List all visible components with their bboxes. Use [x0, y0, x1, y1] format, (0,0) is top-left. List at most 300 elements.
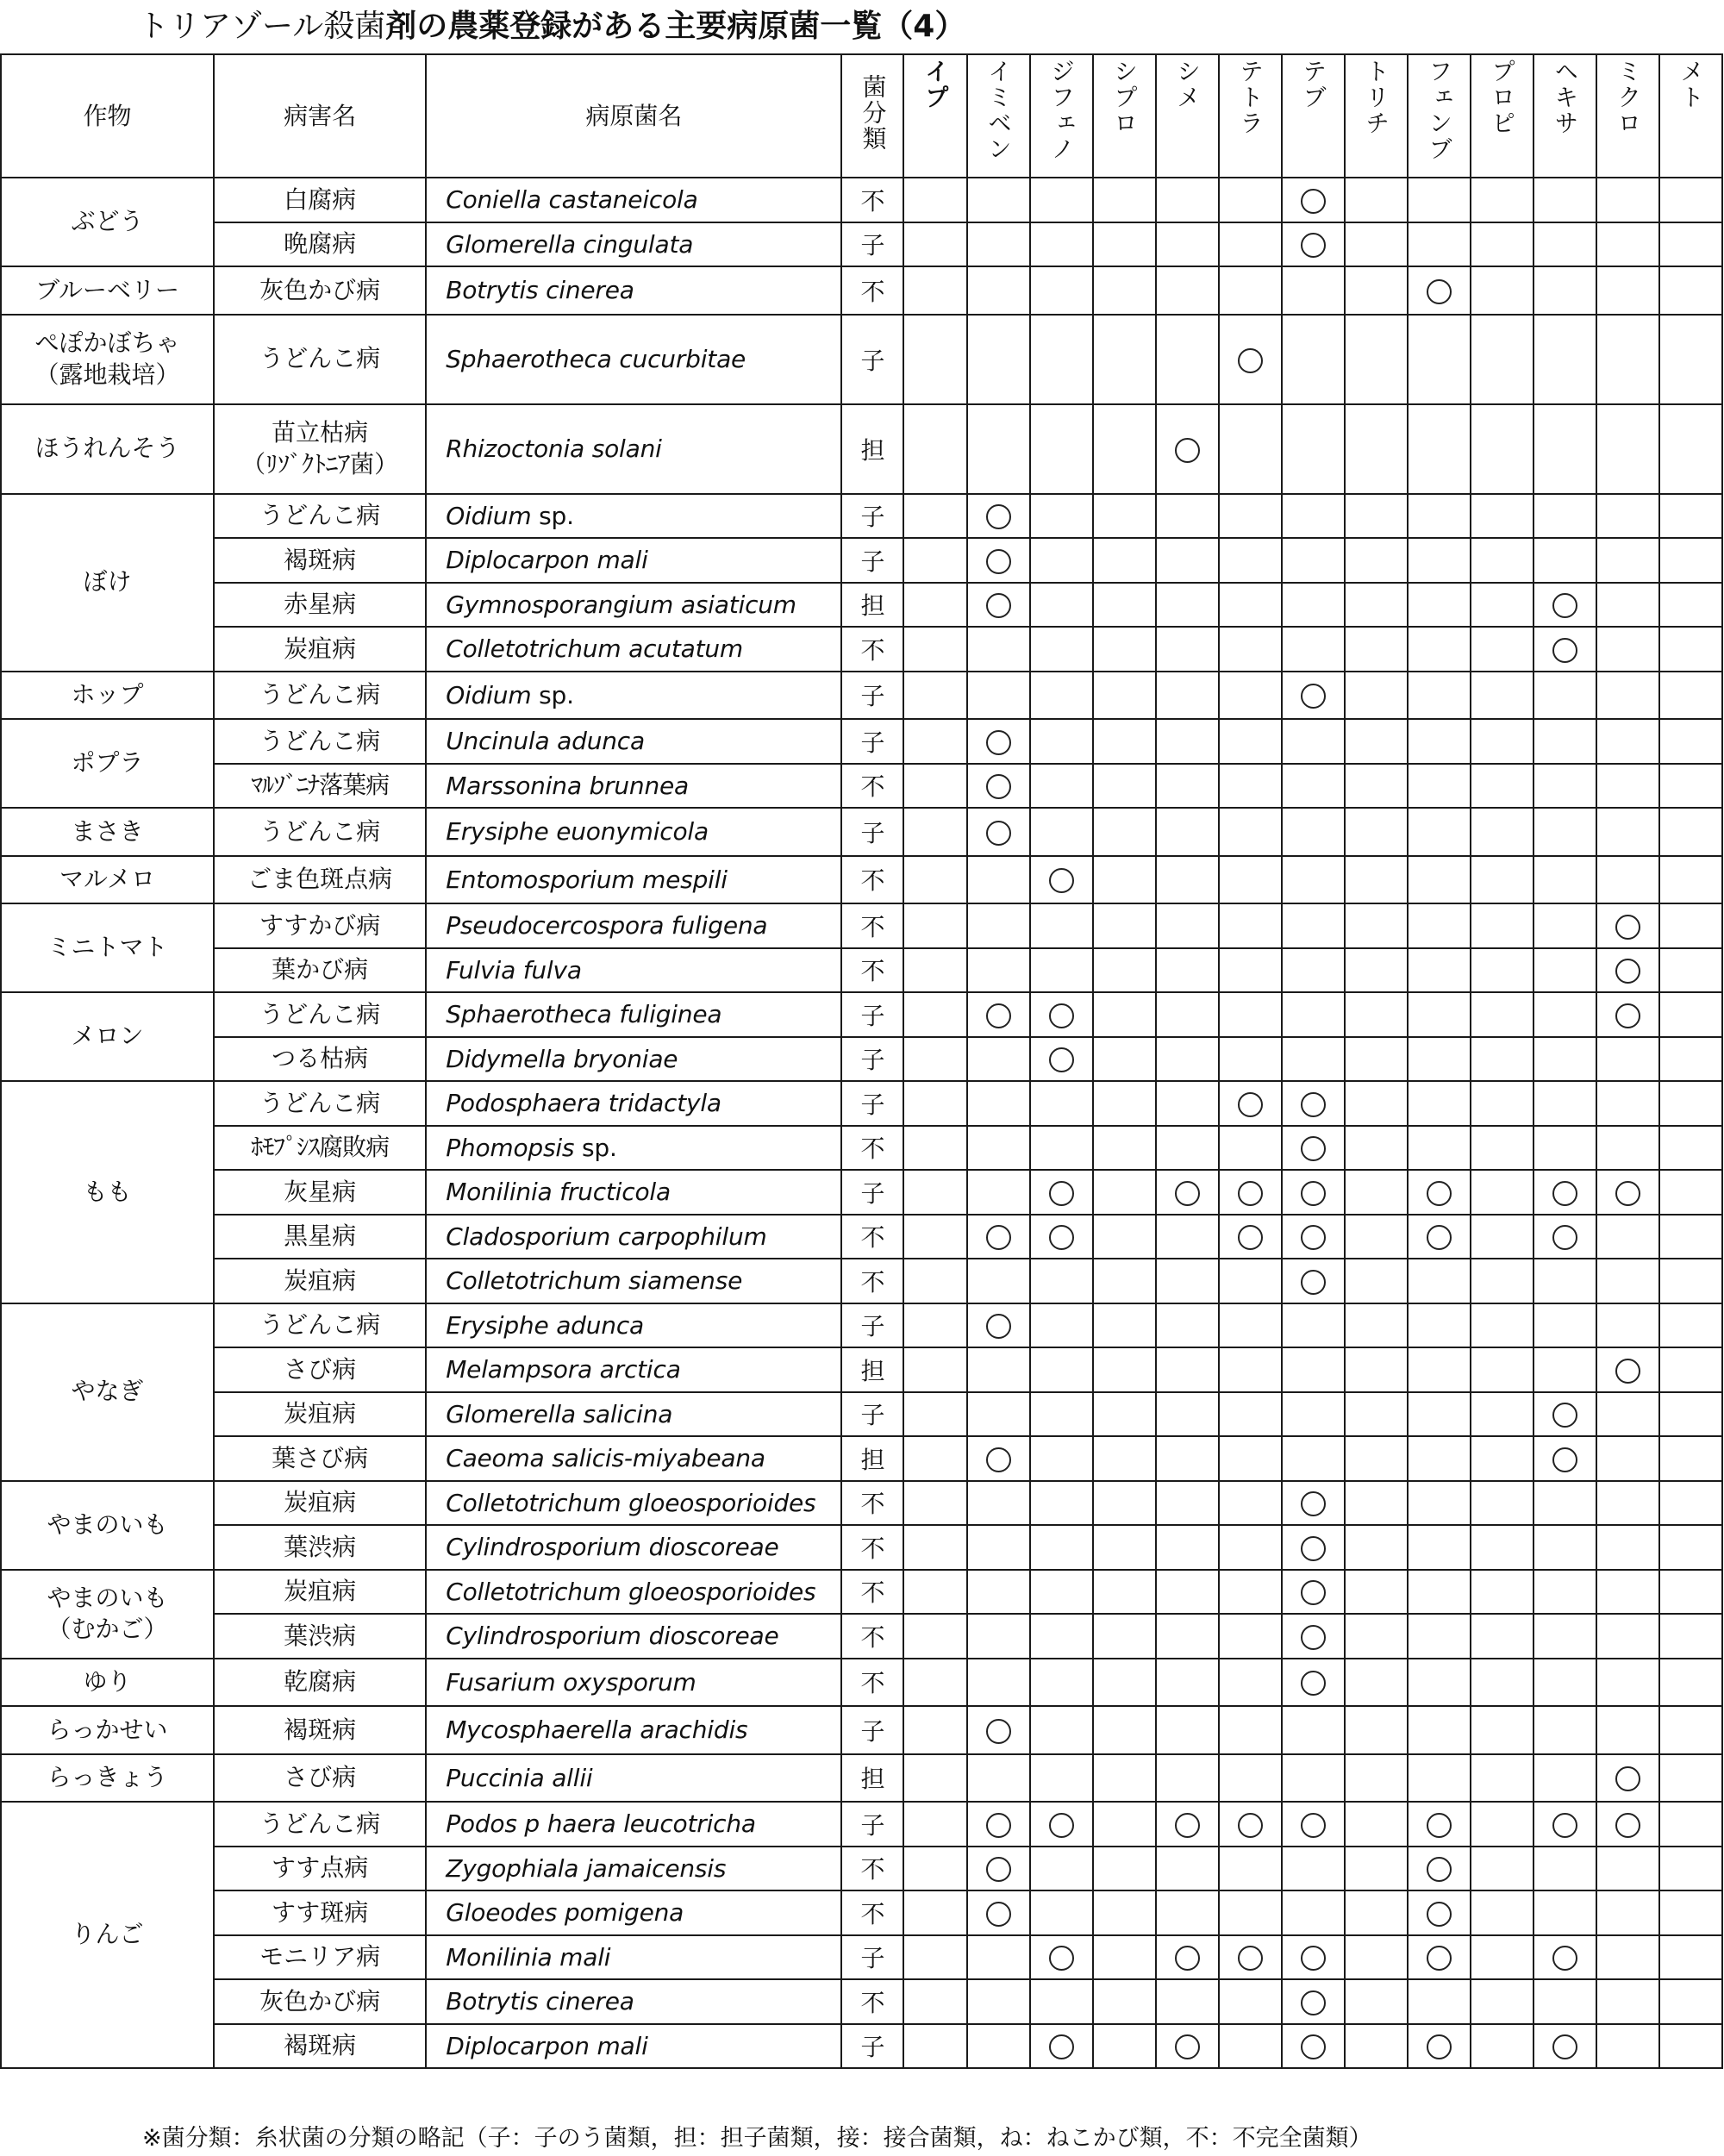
registered-mark	[1049, 2034, 1074, 2059]
registration-cell	[1030, 672, 1093, 720]
registered-mark	[986, 1902, 1011, 1927]
pathogen-name: Diplocarpon mali	[426, 2024, 841, 2069]
registration-cell	[1030, 1525, 1093, 1570]
registration-cell	[1093, 1890, 1156, 1935]
registration-cell	[1030, 719, 1093, 764]
registered-mark	[986, 504, 1011, 529]
fungus-class: 子	[841, 2024, 903, 2069]
header-fungicide: イミベン	[967, 54, 1030, 178]
table-row	[1, 1303, 1722, 1348]
fungus-class: 不	[841, 1614, 903, 1659]
registration-cell	[1659, 1706, 1722, 1754]
fungus-class: 子	[841, 1081, 903, 1126]
registration-cell	[1596, 764, 1659, 809]
pathogen-name: Monilinia mali	[426, 1935, 841, 1980]
registration-cell	[1408, 2024, 1471, 2069]
crop-name: ぼけ	[1, 494, 214, 672]
registered-mark	[1552, 1813, 1577, 1838]
registered-mark	[1301, 1491, 1326, 1516]
registration-cell	[1659, 1847, 1722, 1891]
registration-cell	[1282, 1754, 1345, 1803]
table-row	[1, 1436, 1722, 1481]
registration-cell	[1596, 222, 1659, 267]
registration-cell	[967, 719, 1030, 764]
registration-cell	[1345, 538, 1408, 583]
registration-cell	[1659, 1979, 1722, 2024]
registration-cell	[1533, 808, 1596, 856]
registration-cell	[1408, 1754, 1471, 1803]
registration-cell	[1156, 627, 1219, 672]
pathogen-name: Gloeodes pomigena	[426, 1890, 841, 1935]
registration-cell	[1345, 1303, 1408, 1348]
registration-cell	[1533, 1436, 1596, 1481]
header-fungicide: トリチ	[1345, 54, 1408, 178]
registration-cell	[967, 1979, 1030, 2024]
registration-cell	[1471, 1979, 1533, 2024]
registration-cell	[967, 1802, 1030, 1847]
registration-cell	[1030, 1126, 1093, 1171]
registration-cell	[903, 583, 966, 628]
disease-name: 炭疽病	[214, 1392, 426, 1437]
registration-cell	[1471, 672, 1533, 720]
registration-cell	[1471, 1126, 1533, 1171]
registration-cell	[1282, 1659, 1345, 1707]
registration-cell	[1471, 178, 1533, 222]
registration-cell	[1030, 538, 1093, 583]
registration-cell	[1219, 1802, 1282, 1847]
registration-cell	[1282, 266, 1345, 315]
registration-cell	[1282, 178, 1345, 222]
registered-mark	[1301, 1181, 1326, 1206]
crop-name: ゆり	[1, 1659, 214, 1707]
registration-cell	[1156, 1570, 1219, 1615]
registration-cell	[967, 1481, 1030, 1526]
registration-cell	[1345, 1081, 1408, 1126]
registration-cell	[1219, 583, 1282, 628]
registered-mark	[1049, 1047, 1074, 1072]
registration-cell	[1408, 1037, 1471, 1082]
pathogen-name: Erysiphe adunca	[426, 1303, 841, 1348]
registration-cell	[1030, 1215, 1093, 1259]
fungus-class: 子	[841, 494, 903, 539]
registration-cell	[1659, 315, 1722, 404]
registration-cell	[1093, 1754, 1156, 1803]
registered-mark	[1238, 1225, 1263, 1250]
registration-cell	[1596, 315, 1659, 404]
registration-cell	[1471, 627, 1533, 672]
registration-cell	[1471, 1706, 1533, 1754]
disease-name: 赤星病	[214, 583, 426, 628]
registration-cell	[1533, 538, 1596, 583]
registration-cell	[1030, 948, 1093, 993]
header-fungicide: シメ	[1156, 54, 1219, 178]
registration-cell	[1533, 583, 1596, 628]
disease-name: すす斑病	[214, 1890, 426, 1935]
registration-cell	[1471, 315, 1533, 404]
header-crop: 作物	[1, 54, 214, 178]
registration-cell	[1659, 1259, 1722, 1303]
registered-mark	[1301, 1625, 1326, 1650]
registration-cell	[1156, 808, 1219, 856]
registration-cell	[1156, 1436, 1219, 1481]
pathogen-name: Entomosporium mespili	[426, 856, 841, 904]
fungus-class: 子	[841, 1802, 903, 1847]
registration-cell	[1408, 1525, 1471, 1570]
registration-cell	[903, 1392, 966, 1437]
registration-cell	[1533, 494, 1596, 539]
registration-cell	[1533, 1126, 1596, 1171]
registration-cell	[1093, 222, 1156, 267]
registration-cell	[1282, 1890, 1345, 1935]
registration-cell	[1030, 1979, 1093, 2024]
registration-cell	[1282, 627, 1345, 672]
registration-cell	[1345, 1979, 1408, 2024]
registration-cell	[1156, 1037, 1219, 1082]
disease-name: うどんこ病	[214, 315, 426, 404]
registration-cell	[1408, 1436, 1471, 1481]
registration-cell	[1533, 1570, 1596, 1615]
registration-cell	[1659, 1037, 1722, 1082]
crop-name: やまのいも （むかご）	[1, 1570, 214, 1659]
registration-cell	[903, 1170, 966, 1215]
registration-cell	[1596, 1170, 1659, 1215]
registration-cell	[1156, 404, 1219, 494]
registration-cell	[1156, 1126, 1219, 1171]
page-title	[138, 5, 965, 48]
disease-name: 晩腐病	[214, 222, 426, 267]
registered-mark	[1615, 959, 1640, 984]
registration-cell	[1659, 1392, 1722, 1437]
fungus-class: 不	[841, 1847, 903, 1891]
registration-cell	[1471, 2024, 1533, 2069]
table-row	[1, 178, 1722, 222]
registration-cell	[1219, 1614, 1282, 1659]
disease-name: 白腐病	[214, 178, 426, 222]
registration-cell	[1659, 627, 1722, 672]
registration-cell	[1596, 404, 1659, 494]
registration-cell	[1156, 538, 1219, 583]
registration-cell	[967, 856, 1030, 904]
registration-cell	[1596, 1706, 1659, 1754]
registration-cell	[1093, 903, 1156, 948]
registration-cell	[1156, 992, 1219, 1037]
registration-cell	[1408, 1259, 1471, 1303]
registration-cell	[1345, 1659, 1408, 1707]
fungus-class: 不	[841, 1570, 903, 1615]
registration-cell	[1659, 948, 1722, 993]
table-row	[1, 1802, 1722, 1847]
registration-cell	[1533, 1259, 1596, 1303]
registration-cell	[1471, 1659, 1533, 1707]
registered-mark	[1301, 2034, 1326, 2059]
registration-cell	[1093, 948, 1156, 993]
disease-name: うどんこ病	[214, 719, 426, 764]
disease-name: 炭疽病	[214, 1570, 426, 1615]
registration-cell	[1533, 1979, 1596, 2024]
table-row	[1, 1706, 1722, 1754]
pathogen-name: Botrytis cinerea	[426, 1979, 841, 2024]
registration-cell	[903, 1126, 966, 1171]
registration-cell	[1471, 1259, 1533, 1303]
registered-mark	[986, 821, 1011, 846]
registration-cell	[1156, 583, 1219, 628]
registration-cell	[903, 1303, 966, 1348]
registration-cell	[1093, 1614, 1156, 1659]
registration-cell	[1030, 992, 1093, 1037]
registered-mark	[1175, 1946, 1200, 1971]
header-fungicide: ミクロ	[1596, 54, 1659, 178]
header-row	[1, 54, 1722, 178]
registration-cell	[1345, 808, 1408, 856]
registration-cell	[1030, 808, 1093, 856]
registration-cell	[1596, 948, 1659, 993]
registration-cell	[1156, 1392, 1219, 1437]
registered-mark	[1427, 1225, 1452, 1250]
registration-cell	[1533, 1303, 1596, 1348]
registered-mark	[1615, 1766, 1640, 1791]
registration-cell	[1408, 1081, 1471, 1126]
table-row	[1, 948, 1722, 993]
registered-mark	[1301, 1270, 1326, 1295]
registered-mark	[1175, 1813, 1200, 1838]
registration-cell	[1471, 538, 1533, 583]
disease-name: すす点病	[214, 1847, 426, 1891]
registered-mark	[986, 1447, 1011, 1472]
registration-cell	[1345, 1802, 1408, 1847]
fungus-class: 子	[841, 222, 903, 267]
registered-mark	[1049, 1181, 1074, 1206]
pathogen-name: Fusarium oxysporum	[426, 1659, 841, 1707]
registration-cell	[903, 856, 966, 904]
registration-cell	[1408, 1303, 1471, 1348]
table-row	[1, 1935, 1722, 1980]
title-part1: トリアゾール殺菌	[138, 9, 386, 44]
disease-name: 葉かび病	[214, 948, 426, 993]
disease-name: うどんこ病	[214, 672, 426, 720]
registration-cell	[1533, 992, 1596, 1037]
registration-cell	[1282, 1935, 1345, 1980]
registration-cell	[967, 1259, 1030, 1303]
registration-cell	[1282, 808, 1345, 856]
registration-cell	[1219, 1847, 1282, 1891]
registration-cell	[903, 672, 966, 720]
registration-cell	[1093, 1303, 1156, 1348]
registration-cell	[1659, 2024, 1722, 2069]
fungus-class: 不	[841, 1525, 903, 1570]
registered-mark	[1427, 1946, 1452, 1971]
table-row	[1, 1525, 1722, 1570]
registration-cell	[1596, 1481, 1659, 1526]
pathogen-name: Cladosporium carpophilum	[426, 1215, 841, 1259]
registration-cell	[1093, 1436, 1156, 1481]
header-fungicide: プロピ	[1471, 54, 1533, 178]
registration-cell	[903, 1570, 966, 1615]
registered-mark	[986, 1813, 1011, 1838]
pathogen-name: Didymella bryoniae	[426, 1037, 841, 1082]
fungus-class: 子	[841, 992, 903, 1037]
registration-cell	[1659, 808, 1722, 856]
pathogen-name: Colletotrichum gloeosporioides	[426, 1570, 841, 1615]
registration-cell	[1659, 719, 1722, 764]
disease-name: うどんこ病	[214, 1303, 426, 1348]
registration-cell	[903, 1979, 966, 2024]
registration-cell	[1282, 404, 1345, 494]
registration-cell	[1219, 1081, 1282, 1126]
registration-cell	[1659, 222, 1722, 267]
disease-name: 褐斑病	[214, 1706, 426, 1754]
registration-cell	[1219, 903, 1282, 948]
registration-cell	[1471, 222, 1533, 267]
registration-cell	[1345, 903, 1408, 948]
registration-cell	[1596, 494, 1659, 539]
disease-name: ﾏﾙｿﾞﾆﾅ落葉病	[214, 764, 426, 809]
registered-mark	[1238, 1092, 1263, 1117]
registration-cell	[1219, 538, 1282, 583]
registered-mark	[1427, 1181, 1452, 1206]
registered-mark	[1049, 1813, 1074, 1838]
table-row	[1, 1570, 1722, 1615]
registration-cell	[1156, 1890, 1219, 1935]
registration-cell	[1408, 719, 1471, 764]
registered-mark	[1552, 1181, 1577, 1206]
pathogen-name: Coniella castaneicola	[426, 178, 841, 222]
registration-cell	[1533, 903, 1596, 948]
registration-cell	[1093, 494, 1156, 539]
registration-cell	[1596, 1303, 1659, 1348]
registration-cell	[1408, 627, 1471, 672]
registration-cell	[1030, 2024, 1093, 2069]
registration-cell	[1471, 719, 1533, 764]
header-fungicide: ヘキサ	[1533, 54, 1596, 178]
registration-cell	[1030, 1614, 1093, 1659]
table-row	[1, 222, 1722, 267]
registration-cell	[1156, 1659, 1219, 1707]
table-row	[1, 1890, 1722, 1935]
registration-cell	[1596, 1979, 1659, 2024]
pathogen-name: Podosphaera tridactyla	[426, 1081, 841, 1126]
registration-cell	[1219, 315, 1282, 404]
registration-cell	[1030, 1706, 1093, 1754]
registration-cell	[967, 404, 1030, 494]
registration-cell	[1596, 1525, 1659, 1570]
registration-cell	[1596, 1659, 1659, 1707]
registration-cell	[1219, 1347, 1282, 1392]
registration-cell	[1408, 222, 1471, 267]
registration-cell	[903, 1614, 966, 1659]
header-fungicide: メト	[1659, 54, 1722, 178]
registration-cell	[967, 266, 1030, 315]
registration-cell	[1030, 266, 1093, 315]
table-row	[1, 672, 1722, 720]
registration-cell	[1659, 404, 1722, 494]
registration-cell	[1156, 948, 1219, 993]
table-row	[1, 2024, 1722, 2069]
registration-cell	[967, 1890, 1030, 1935]
registered-mark	[1049, 1225, 1074, 1250]
registration-cell	[1093, 1979, 1156, 2024]
pathogen-name: Zygophiala jamaicensis	[426, 1847, 841, 1891]
registration-cell	[1030, 1890, 1093, 1935]
disease-name: モニリア病	[214, 1935, 426, 1980]
registration-cell	[967, 178, 1030, 222]
registration-cell	[1219, 1570, 1282, 1615]
registration-cell	[903, 222, 966, 267]
registration-cell	[1471, 764, 1533, 809]
registration-cell	[1471, 992, 1533, 1037]
fungus-class: 不	[841, 178, 903, 222]
registration-cell	[1345, 1259, 1408, 1303]
registration-cell	[1093, 1935, 1156, 1980]
registration-cell	[1533, 1170, 1596, 1215]
table-row	[1, 856, 1722, 904]
registration-cell	[967, 583, 1030, 628]
registration-cell	[1282, 2024, 1345, 2069]
pathogen-name: Colletotrichum acutatum	[426, 627, 841, 672]
registration-cell	[1471, 1436, 1533, 1481]
registration-cell	[1345, 992, 1408, 1037]
registration-cell	[1659, 1436, 1722, 1481]
registration-cell	[903, 1935, 966, 1980]
registered-mark	[986, 1003, 1011, 1028]
registration-cell	[1471, 1303, 1533, 1348]
registration-cell	[1345, 404, 1408, 494]
registered-mark	[986, 730, 1011, 755]
registration-cell	[967, 222, 1030, 267]
registration-cell	[1596, 719, 1659, 764]
registered-mark	[986, 1857, 1011, 1882]
registration-cell	[967, 992, 1030, 1037]
registration-cell	[903, 1754, 966, 1803]
registration-cell	[1030, 903, 1093, 948]
table-row	[1, 627, 1722, 672]
fungus-class: 子	[841, 315, 903, 404]
fungus-class: 子	[841, 1392, 903, 1437]
registration-cell	[1282, 1392, 1345, 1437]
registration-cell	[1408, 1706, 1471, 1754]
registration-cell	[967, 1659, 1030, 1707]
table-row	[1, 266, 1722, 315]
fungus-class: 不	[841, 627, 903, 672]
disease-name: うどんこ病	[214, 1081, 426, 1126]
registration-cell	[1030, 1259, 1093, 1303]
registration-cell	[1156, 222, 1219, 267]
fungus-class: 子	[841, 672, 903, 720]
registration-cell	[1408, 1126, 1471, 1171]
registered-mark	[986, 593, 1011, 618]
registration-cell	[1408, 538, 1471, 583]
registration-cell	[1345, 1347, 1408, 1392]
registration-cell	[1030, 494, 1093, 539]
registration-cell	[1282, 1436, 1345, 1481]
registration-cell	[1408, 178, 1471, 222]
crop-name: ホップ	[1, 672, 214, 720]
registration-cell	[1596, 1614, 1659, 1659]
registration-cell	[1533, 1847, 1596, 1891]
registration-cell	[903, 1525, 966, 1570]
footnote: ※菌分類：糸状菌の分類の略記（子：子のう菌類，担：担子菌類，接：接合菌類，ね：ねこかび類，不：不完全菌類）	[142, 2125, 1372, 2152]
header-fungicide: フェンブ	[1408, 54, 1471, 178]
registration-cell	[1596, 1347, 1659, 1392]
registration-cell	[903, 948, 966, 993]
registration-cell	[1596, 178, 1659, 222]
registration-cell	[903, 1259, 966, 1303]
registered-mark	[1427, 2034, 1452, 2059]
registration-cell	[1533, 222, 1596, 267]
registration-cell	[1282, 222, 1345, 267]
registration-cell	[1659, 1170, 1722, 1215]
registration-cell	[1408, 903, 1471, 948]
registration-cell	[1093, 266, 1156, 315]
